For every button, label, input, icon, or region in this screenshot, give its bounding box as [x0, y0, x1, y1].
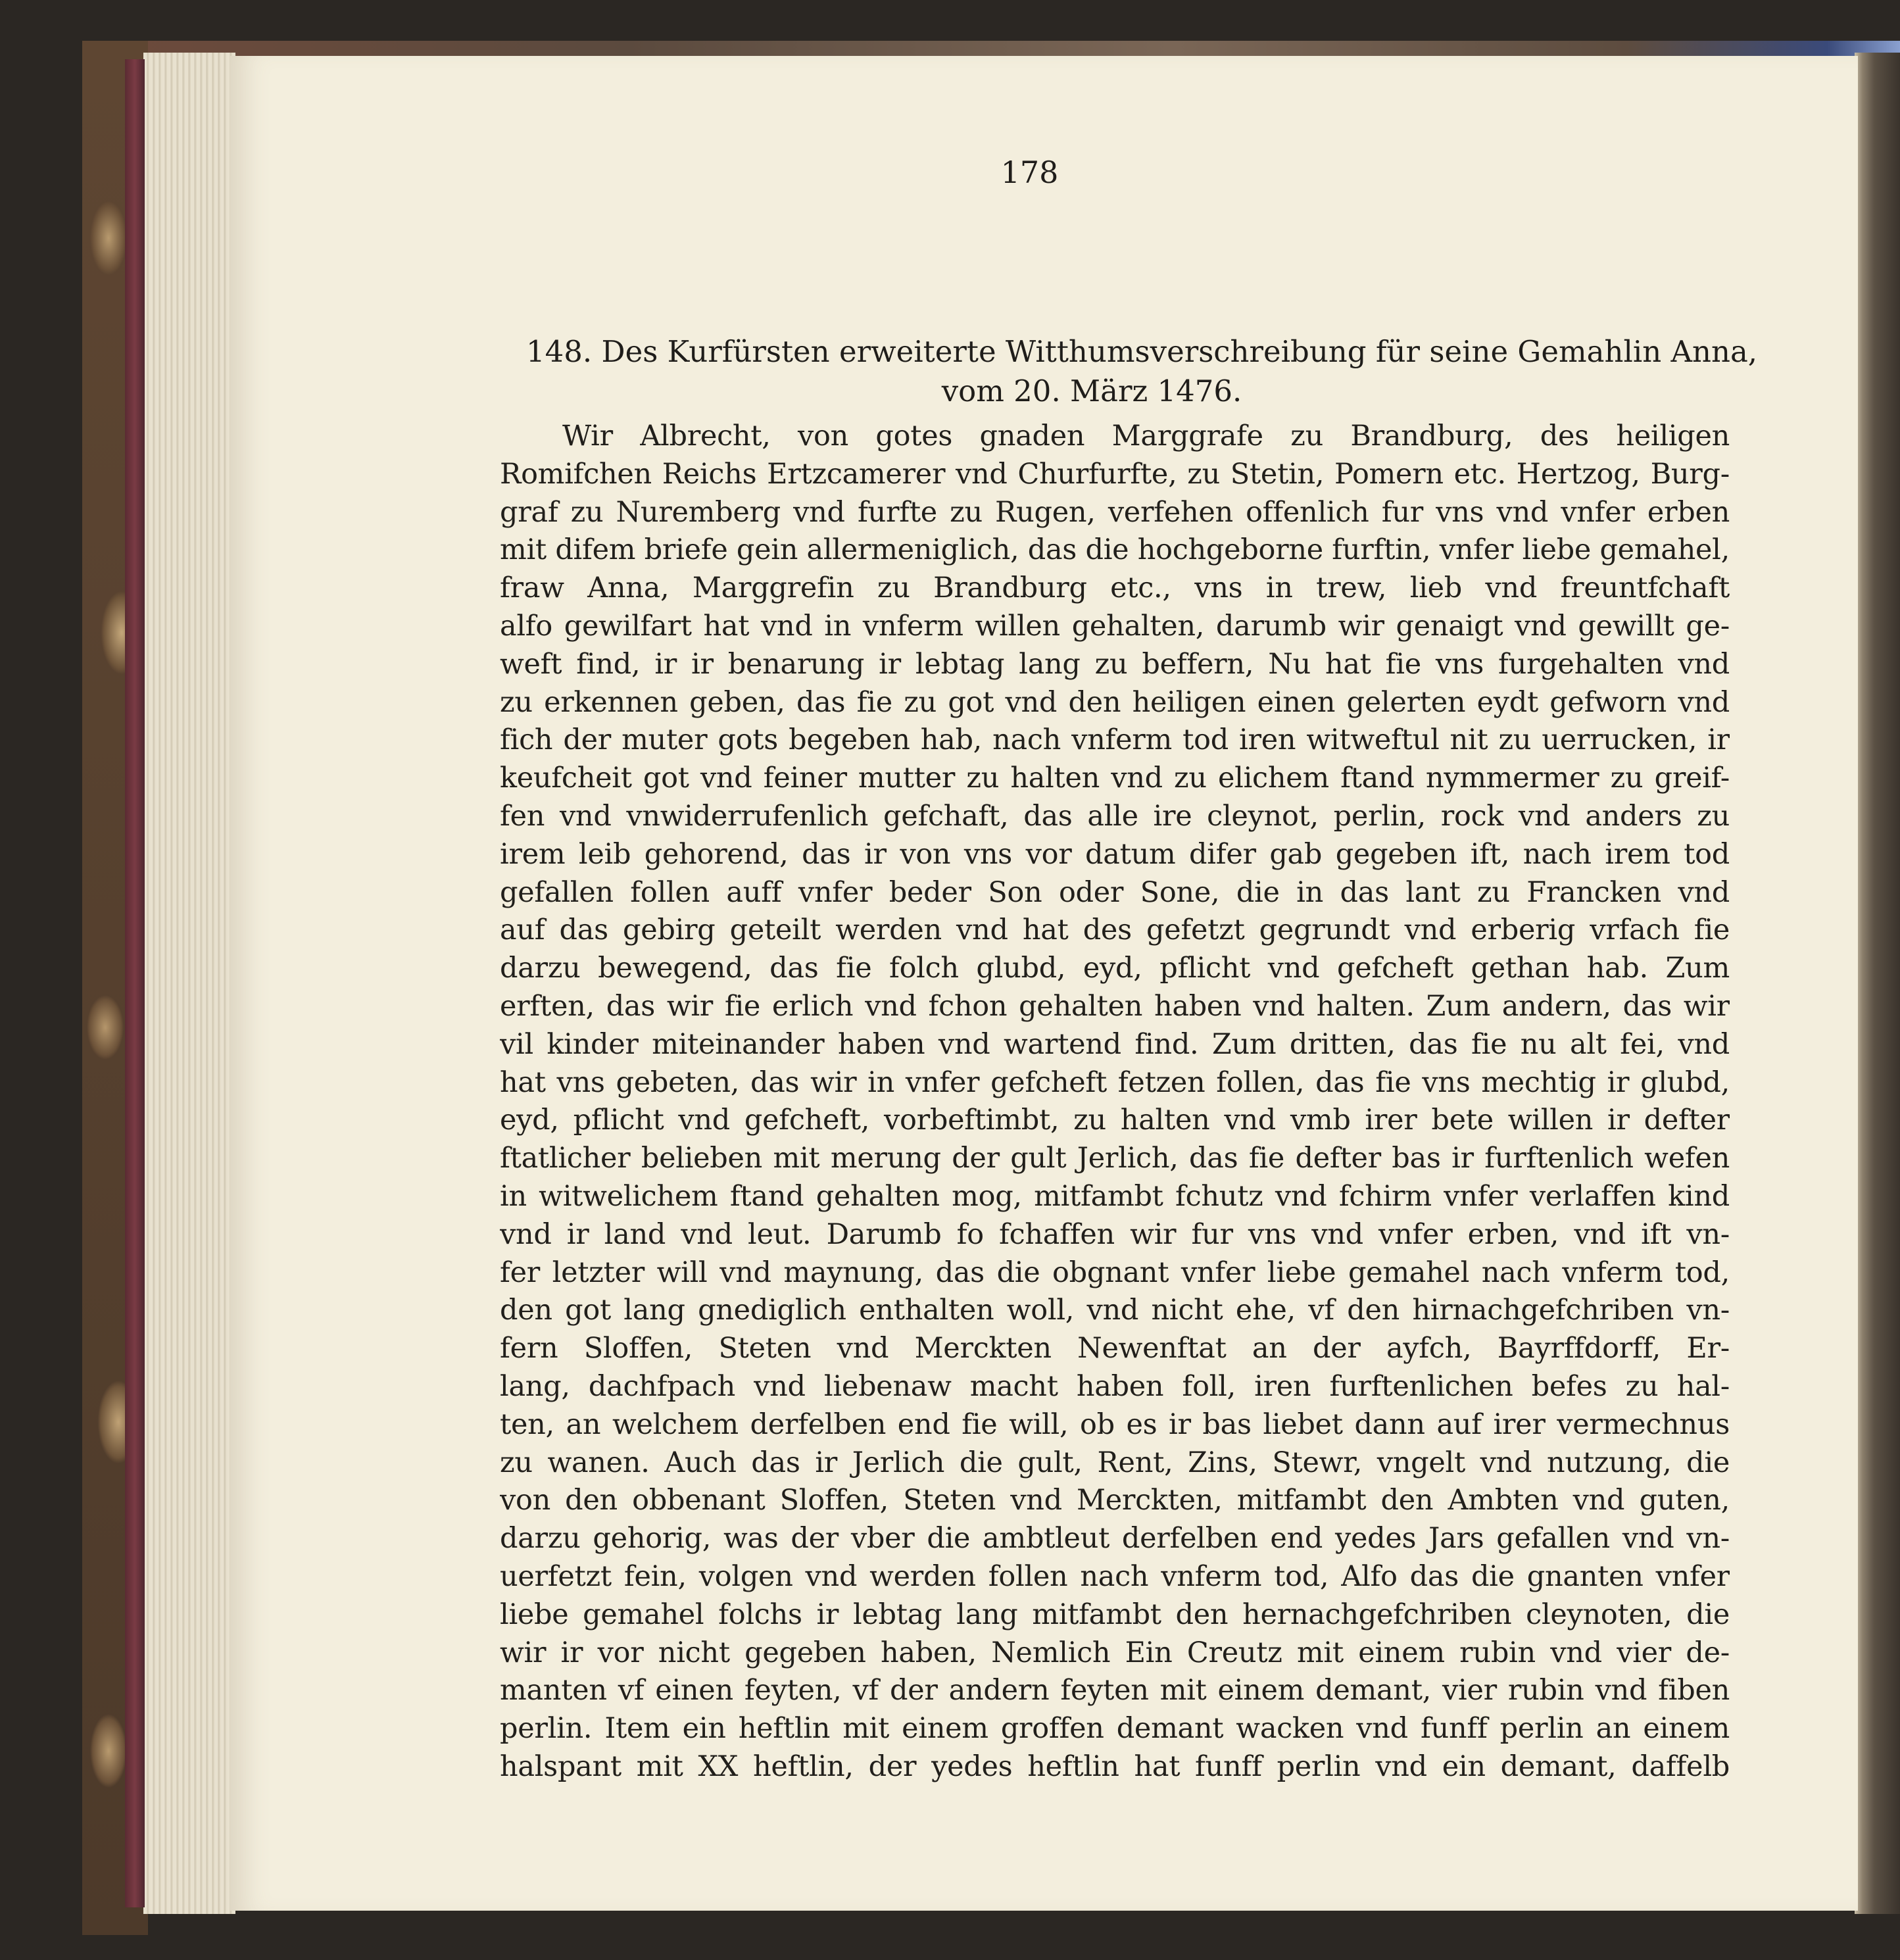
- text-line: mit difem briefe gein allermeniglich, das die hochgeborne furftin, vnfer liebe gemahel,: [500, 533, 1730, 567]
- text-line: auf das gebirg geteilt werden vnd hat des gefetzt gegrundt vnd erberig vrfach fie: [500, 914, 1730, 947]
- text-line: darzu bewegend, das fie folch glubd, eyd, pflicht vnd gefcheft gethan hab. Zum: [500, 952, 1730, 985]
- text-line: perlin. Item ein heftlin mit einem groffen demant wacken vnd funff perlin an einem: [500, 1712, 1730, 1746]
- text-line: zu wanen. Auch das ir Jerlich die gult, Rent, Zins, Stewr, vngelt vnd nutzung, die: [500, 1446, 1730, 1479]
- text-line: keufcheit got vnd feiner mutter zu halten vnd zu elichem ftand nymmermer zu greif-: [500, 762, 1730, 795]
- heading-line: 148. Des Kurfürsten erweiterte Witthumsverschreibung für seine Gemahlin Anna,: [526, 334, 1758, 369]
- text-line: liebe gemahel folchs ir lebtag lang mitfambt den hernachgefchriben cleynoten, die: [500, 1598, 1730, 1631]
- text-line: weft find, ir ir benarung ir lebtag lang zu beffern, Nu hat fie vns furgehalten vnd: [500, 647, 1730, 681]
- text-line: darzu gehorig, was der vber die ambtleut derfelben end yedes Jars gefallen vnd vn-: [500, 1522, 1730, 1556]
- text-line: lang, dachfpach vnd liebenaw macht haben foll, iren furftenlichen befes zu hal-: [500, 1369, 1730, 1403]
- text-line: Romifchen Reichs Ertzcamerer vnd Churfurfte, zu Stetin, Pomern etc. Hertzog, Burg-: [500, 457, 1730, 491]
- text-line: hat vns gebeten, das wir in vnfer gefcheft fetzen follen, das fie vns mechtig ir glubd,: [500, 1066, 1730, 1099]
- text-line: uerfetzt fein, volgen vnd werden follen nach vnferm tod, Alfo das die gnanten vnfer: [500, 1559, 1730, 1593]
- text-line: halspant mit XX heftlin, der yedes heftlin hat funff perlin vnd ein demant, daffelb: [500, 1750, 1730, 1783]
- text-line: ten, an welchem derfelben end fie will, ob es ir bas liebet dann auf irer vermechnus: [500, 1408, 1730, 1441]
- text-line: den got lang gnediglich enthalten woll, vnd nicht ehe, vf den hirnachgefchriben vn-: [500, 1294, 1730, 1327]
- text-line: erften, das wir fie erlich vnd fchon gehalten haben vnd halten. Zum andern, das wir: [500, 989, 1730, 1023]
- text-line: vil kinder miteinander haben vnd wartend find. Zum dritten, das fie nu alt fei, vnd: [500, 1027, 1730, 1061]
- text-line: ftatlicher belieben mit merung der gult Jerlich, das fie defter bas ir furftenlich wefen: [500, 1142, 1730, 1175]
- text-line: irem leib gehorend, das ir von vns vor datum difer gab gegeben ift, nach irem tod: [500, 837, 1730, 871]
- cover-right-edge: [1855, 53, 1900, 1914]
- heading-line: vom 20. März 1476.: [941, 374, 1242, 408]
- text-line: fern Sloffen, Steten vnd Merckten Newenftat an der ayfch, Bayrffdorff, Er-: [500, 1332, 1730, 1365]
- page-number: 178: [1000, 155, 1059, 190]
- book-page: [230, 56, 1858, 1911]
- text-line: fer letzter will vnd maynung, das die obgnant vnfer liebe gemahel nach vnferm tod,: [500, 1256, 1730, 1289]
- text-line: gefallen follen auff vnfer beder Son oder Sone, die in das lant zu Francken vnd: [500, 875, 1730, 909]
- text-line: Wir Albrecht, von gotes gnaden Marggrafe zu Brandburg, des heiligen: [562, 420, 1730, 453]
- page-edges: [143, 53, 235, 1914]
- text-line: fraw Anna, Marggrefin zu Brandburg etc., vns in trew, lieb vnd freuntfchaft: [500, 572, 1730, 605]
- text-line: zu erkennen geben, das fie zu got vnd den heiligen einen gelerten eydt gefworn vnd: [500, 685, 1730, 719]
- text-line: eyd, pflicht vnd gefcheft, vorbeftimbt, zu halten vnd vmb irer bete willen ir defter: [500, 1104, 1730, 1137]
- text-line: vnd ir land vnd leut. Darumb fo fchaffen wir fur vns vnd vnfer erben, vnd ift vn-: [500, 1217, 1730, 1251]
- text-line: fen vnd vnwiderrufenlich gefchaft, das alle ire cleynot, perlin, rock vnd anders zu: [500, 799, 1730, 833]
- text-line: alfo gewilfart hat vnd in vnferm willen gehalten, darumb wir genaigt vnd gewillt ge-: [500, 609, 1730, 643]
- spine-binding: [125, 59, 145, 1907]
- body-text: [500, 418, 1730, 1786]
- text-line: manten vf einen feyten, vf der andern feyten mit einem demant, vier rubin vnd fiben: [500, 1674, 1730, 1707]
- text-line: von den obbenant Sloffen, Steten vnd Merckten, mitfambt den Ambten vnd guten,: [500, 1484, 1730, 1517]
- text-line: graf zu Nuremberg vnd furfte zu Rugen, verfehen offenlich fur vns vnd vnfer erben: [500, 495, 1730, 529]
- text-line: wir ir vor nicht gegeben haben, Nemlich Ein Creutz mit einem rubin vnd vier de-: [500, 1636, 1730, 1669]
- text-line: in witwelichem ftand gehalten mog, mitfambt fchutz vnd fchirm vnfer verlaffen kind: [500, 1179, 1730, 1213]
- text-line: fich der muter gots begeben hab, nach vnferm tod iren witweftul nit zu uerrucken, ir: [500, 723, 1730, 757]
- document-heading: [526, 332, 1758, 411]
